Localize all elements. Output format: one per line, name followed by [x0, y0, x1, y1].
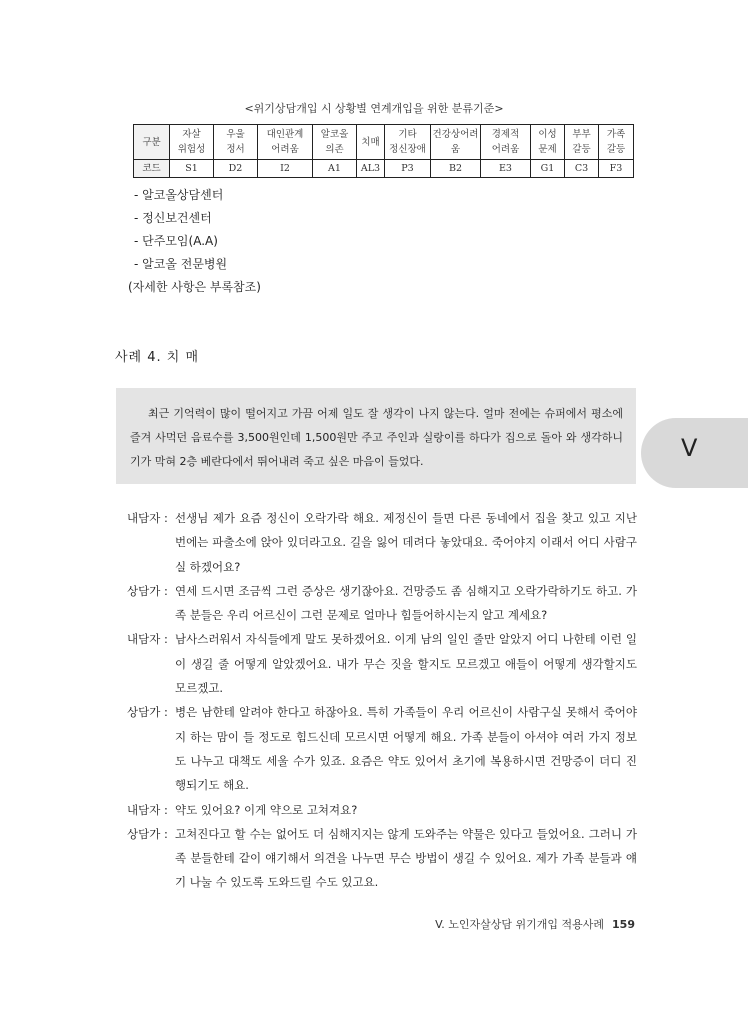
footer-chapter-title: V. 노인자살상담 위기개입 적용사례 — [435, 918, 605, 931]
table-code-cell: C3 — [565, 160, 599, 178]
list-item: - 알코올 전문병원 — [134, 257, 228, 271]
table-header-cell: 치매 — [357, 125, 385, 160]
table-code-cell: AL3 — [357, 160, 385, 178]
speaker-label: 상담가 : — [127, 583, 168, 598]
table-code-cell: E3 — [481, 160, 531, 178]
dialog-turn — [0, 579, 748, 628]
case-title: 사례 4. 치 매 — [115, 350, 200, 365]
dialog-turn — [0, 822, 748, 895]
table-code-label: 코드 — [134, 160, 170, 178]
table-header-label: 구분 — [134, 125, 170, 160]
page-number: 159 — [612, 918, 635, 931]
case-summary-box — [116, 388, 636, 484]
utterance: 약도 있어요? 이게 약으로 고쳐져요? — [175, 802, 358, 817]
list-item: - 알코올상담센터 — [134, 188, 224, 202]
speaker-label: 내담자 : — [127, 802, 168, 817]
list-item: - 단주모임(A.A) — [134, 234, 218, 248]
utterance: 연세 드시면 조금씩 그런 증상은 생기잖아요. 건망증도 좀 심해지고 오락가락하기도 하고. 가족 분들은 우리 어르신이 그런 문제로 얼마나 힘들어하시는지 알고 계세요? — [175, 583, 637, 623]
table-code-cell: G1 — [531, 160, 565, 178]
page-footer — [435, 916, 635, 932]
table-code-cell: P3 — [385, 160, 431, 178]
dialog-turn — [0, 506, 748, 579]
appendix-note: (자세한 사항은 부록참조) — [128, 280, 261, 294]
table-header-cell: 알코올 의존 — [313, 125, 357, 160]
table-code-cell: I2 — [258, 160, 313, 178]
table-header-cell: 이성 문제 — [531, 125, 565, 160]
table-code-row — [134, 160, 634, 178]
referral-list — [128, 184, 261, 299]
dialog-turn — [0, 700, 748, 797]
dialog-turn — [0, 798, 748, 822]
speaker-label: 내담자 : — [127, 511, 168, 525]
table-code-cell: B2 — [431, 160, 481, 178]
chapter-tab — [641, 418, 748, 488]
list-item: - 정신보건센터 — [134, 211, 212, 225]
table-caption: <위기상담개입 시 상황별 연계개입을 위한 분류기준> — [244, 102, 504, 115]
speaker-label: 상담가 : — [127, 705, 168, 720]
table-code-cell: S1 — [170, 160, 214, 178]
table-code-cell: A1 — [313, 160, 357, 178]
table-header-cell: 부부 갈등 — [565, 125, 599, 160]
table-header-cell: 경제적 어려움 — [481, 125, 531, 160]
table-code-cell: F3 — [599, 160, 634, 178]
table-header-cell: 가족 갈등 — [599, 125, 634, 160]
table-header-cell: 대인관계 어려움 — [258, 125, 313, 160]
chapter-tab-label: V — [681, 434, 698, 462]
speaker-label: 상담가 : — [127, 826, 168, 841]
table-header-cell: 기타 정신장애 — [385, 125, 431, 160]
utterance: 선생님 제가 요즘 정신이 오락가락 해요. 제정신이 들면 다른 동네에서 집을 찾고 있고 지난번에는 파출소에 앉아 있더라고요. 길을 잃어 데려다 놓았대요. 죽어야지 이래서 어디 사람구실 하겠어요? — [175, 511, 637, 574]
table-header-row — [134, 125, 634, 160]
classification-table — [133, 124, 634, 178]
speaker-label: 내담자 : — [127, 632, 168, 647]
table-header-cell: 건강상어려 움 — [431, 125, 481, 160]
table-header-cell: 우울 정서 — [214, 125, 258, 160]
utterance: 남사스러워서 자식들에게 말도 못하겠어요. 이게 남의 일인 줄만 알았지 어디 나한테 이런 일이 생길 줄 어떻게 알았겠어요. 내가 무슨 짓을 할지도 모르겠고 애들이 어떻게 생각할지도 모르겠고. — [175, 632, 637, 696]
utterance: 고쳐진다고 할 수는 없어도 더 심해지지는 않게 도와주는 약물은 있다고 들었어요. 그러니 가족 분들한테 같이 얘기해서 의견을 나누면 무슨 방법이 생길 수 있어요. 제가 가족 분들과 얘기 나눌 수 있도록 도와드릴 수도 있고요. — [175, 826, 637, 890]
case-summary-text: 최근 기억력이 많이 떨어지고 가끔 어제 일도 잘 생각이 나지 않는다. 얼마 전에는 슈퍼에서 평소에 즐겨 사먹던 음료수를 3,500원인데 1,500원만 주고 주인과 실랑이를 하다가 집으로 돌아 와 생각하니 기가 막혀 2층 베란다에서 뛰어내려 죽고 싶은 마음이 들었다. — [130, 407, 623, 468]
table-code-cell: D2 — [214, 160, 258, 178]
dialog-turn — [0, 627, 748, 700]
utterance: 병은 남한테 알려야 한다고 하잖아요. 특히 가족들이 우리 어르신이 사람구실 못해서 죽어야지 하는 맘이 들 정도로 힘드신데 모르시면 어떻게 해요. 가족 분들이 아셔야 여러 가지 정보도 나누고 대책도 세울 수가 있죠. 요즘은 약도 있어서 초기에 복용하시면 건망증이 더디 진행되기도 해요. — [175, 705, 637, 793]
counseling-dialog — [0, 506, 748, 895]
table-header-cell: 자살 위험성 — [170, 125, 214, 160]
